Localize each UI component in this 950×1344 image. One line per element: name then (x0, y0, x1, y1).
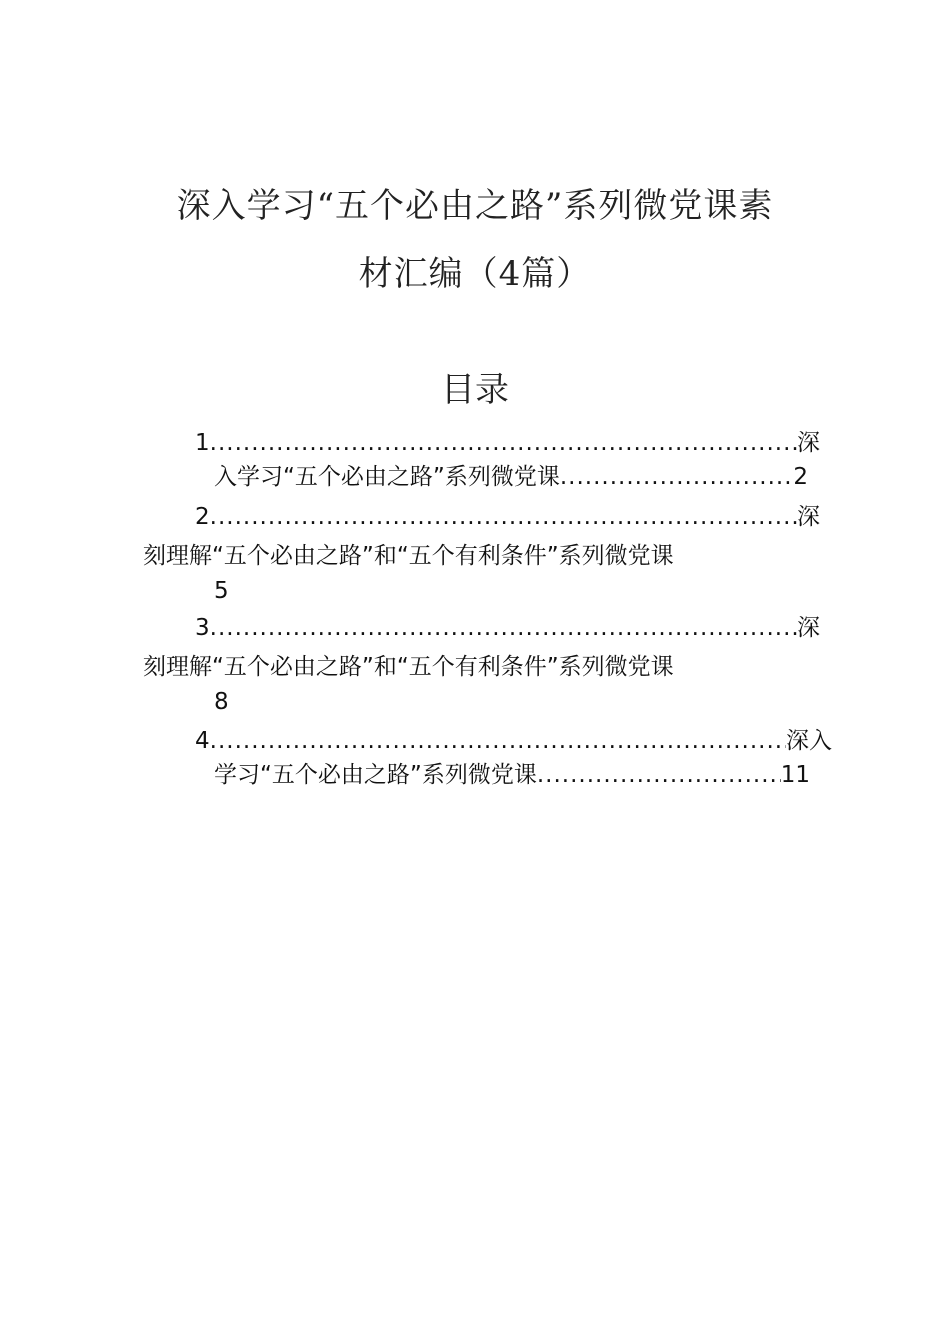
toc-entry-page: 11 (780, 762, 810, 788)
toc-entry-page: 8 (214, 689, 229, 715)
toc-entry-title-start: 深 (797, 430, 820, 456)
toc-entry-title: 学习“五个必由之路”系列微党课 (214, 762, 537, 788)
toc-entry-page: 5 (214, 578, 229, 604)
toc-leader-dots (210, 612, 797, 644)
toc-entry-title-start: 深 (797, 504, 820, 530)
toc-entry-number: 4 (195, 728, 210, 754)
toc-entry-title-start: 深 (797, 615, 820, 641)
toc-leader-dots (560, 461, 794, 493)
toc-entry-number: 1 (195, 430, 210, 456)
document-title-line-2: 材汇编（4篇） (358, 254, 592, 294)
toc-entry-title: 入学习“五个必由之路”系列微党课 (214, 464, 560, 490)
toc-entry-number: 2 (195, 504, 210, 530)
toc-heading: 目录 (441, 370, 509, 410)
toc-entry-3-continued[interactable] (143, 651, 823, 683)
document-title-line-1: 深入学习“五个必由之路”系列微党课素 (176, 186, 774, 226)
toc-leader-dots (210, 501, 797, 533)
toc-entry-number: 3 (195, 615, 210, 641)
toc-entry-2-continued[interactable] (143, 540, 823, 572)
toc-leader-dots (210, 725, 786, 757)
toc-entry-4-continued[interactable] (214, 759, 810, 791)
toc-entry-page: 2 (793, 464, 808, 490)
toc-leader-dots (537, 759, 781, 791)
toc-entry-4[interactable] (195, 725, 832, 757)
toc-entry-title: 刻理解“五个必由之路”和“五个有利条件”系列微党课 (143, 654, 674, 680)
toc-entry-2-page-line[interactable] (214, 575, 274, 607)
toc-entry-2[interactable] (195, 501, 820, 533)
toc-leader-dots (210, 427, 797, 459)
toc-entry-1-continued[interactable] (214, 461, 808, 493)
toc-entry-title: 刻理解“五个必由之路”和“五个有利条件”系列微党课 (143, 543, 674, 569)
toc-entry-title-start: 深入 (786, 728, 832, 754)
toc-entry-1[interactable] (195, 427, 820, 459)
toc-entry-3[interactable] (195, 612, 820, 644)
toc-entry-3-page-line[interactable] (214, 686, 274, 718)
